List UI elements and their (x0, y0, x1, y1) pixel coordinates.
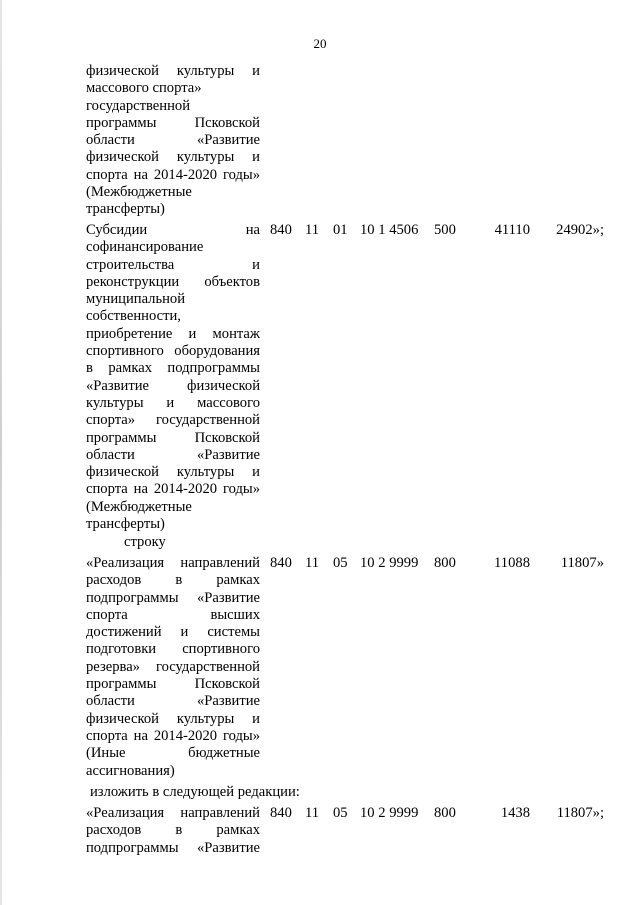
name-line: физической культуры и (86, 464, 260, 481)
cell-target-article: 10 1 4506 (360, 222, 419, 238)
name-line: спорта на 2014-2020 годы» (86, 481, 260, 498)
page-number: 20 (313, 36, 327, 51)
name-line: программы Псковской (86, 114, 260, 131)
name-line: государственной (86, 97, 191, 114)
name-line: софинансирование (86, 239, 204, 256)
cell-target-article: 10 2 9999 (360, 555, 419, 571)
cell-sum-year1: 41110 (494, 222, 530, 238)
scan-edge (0, 0, 2, 905)
name-line: муниципальной (86, 291, 186, 308)
cell-admin-code: 840 (270, 555, 292, 571)
name-line: «Реализация направлений (86, 805, 260, 821)
cell-section: 11 (305, 555, 320, 571)
name-line: спорта высших (86, 606, 260, 623)
cell-admin-code: 840 (270, 222, 292, 238)
name-line: собственности, (86, 308, 181, 325)
name-line: (Межбюджетные (86, 498, 192, 515)
instruction-edit: изложить в следующей редакции: (90, 784, 300, 800)
name-line: подпрограммы «Развитие (86, 839, 260, 856)
cell-expense-type: 500 (434, 222, 456, 238)
name-line: трансферты) (86, 516, 165, 533)
name-line: строительства и (86, 256, 260, 273)
name-line: реконструкции объектов (86, 273, 260, 290)
name-line: трансферты) (86, 201, 165, 218)
cell-sum-year1: 1438 (500, 805, 530, 821)
name-line: области «Развитие (86, 446, 260, 463)
row-name (86, 555, 260, 780)
name-line: подготовки спортивного (86, 641, 260, 658)
cell-admin-code: 840 (270, 805, 292, 821)
name-line: области «Развитие (86, 132, 260, 149)
cell-sum-year1: 11088 (494, 555, 530, 571)
name-line: спорта на 2014-2020 годы» (86, 166, 260, 183)
name-line: подпрограммы «Развитие (86, 589, 260, 606)
cell-subsection: 05 (333, 805, 348, 821)
name-line: спорта» государственной (86, 412, 260, 429)
name-line: достижений и системы (86, 624, 260, 641)
cell-sum-year2: 11807»; (556, 805, 604, 821)
cell-sum-year2: 11807» (560, 555, 604, 571)
name-line: физической культуры и (86, 710, 260, 727)
row-name (86, 63, 260, 219)
name-line: программы Псковской (86, 676, 260, 693)
name-line: Субсидии на (86, 222, 260, 238)
name-line: программы Псковской (86, 429, 260, 446)
name-line: ассигнования) (86, 762, 175, 779)
name-line: резерва» государственной (86, 658, 260, 675)
name-line: спортивного оборудования (86, 343, 260, 360)
name-line: культуры и массового (86, 394, 260, 411)
cell-subsection: 05 (333, 555, 348, 571)
instruction-row: строку (124, 534, 166, 550)
name-line: расходов в рамках (86, 572, 260, 589)
name-line: области «Развитие (86, 693, 260, 710)
cell-section: 11 (305, 222, 320, 238)
name-line: приобретение и монтаж (86, 325, 260, 342)
cell-subsection: 01 (333, 222, 348, 238)
cell-target-article: 10 2 9999 (360, 805, 419, 821)
name-line: физической культуры и (86, 149, 260, 166)
row-name (86, 222, 260, 533)
name-line: «Реализация направлений (86, 555, 260, 571)
name-line: физической культуры и (86, 63, 260, 79)
name-line: расходов в рамках (86, 822, 260, 839)
cell-sum-year2: 24902»; (556, 222, 604, 238)
name-line: «Развитие физической (86, 377, 260, 394)
row-name (86, 805, 260, 857)
name-line: (Межбюджетные (86, 184, 192, 201)
cell-section: 11 (305, 805, 320, 821)
name-line: (Иные бюджетные (86, 745, 260, 762)
cell-expense-type: 800 (434, 555, 456, 571)
name-line: в рамках подпрограммы (86, 360, 260, 377)
cell-expense-type: 800 (434, 805, 456, 821)
name-line: спорта на 2014-2020 годы» (86, 727, 260, 744)
name-line: массового спорта» (86, 80, 202, 97)
